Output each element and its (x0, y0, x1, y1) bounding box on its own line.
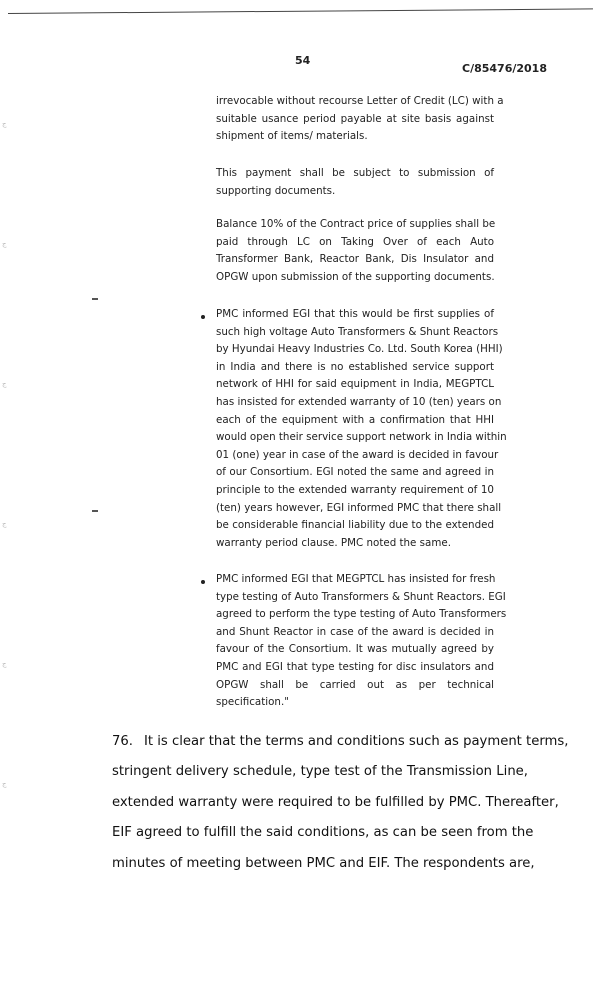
text-line: stringent delivery schedule, type test of the Transmission Line, (112, 764, 528, 780)
margin-scan-mark: ج (2, 380, 7, 388)
text-line: each of the equipment with a confirmation that HHI (216, 413, 494, 426)
text-line: and Shunt Reactor in case of the award is decided in (216, 625, 494, 638)
paragraph-number: 76. (112, 734, 133, 749)
text-line: paid through LC on Taking Over of each Auto (216, 235, 494, 248)
margin-scan-mark: ج (2, 780, 7, 788)
text-line: EIF agreed to fulfill the said conditions, as can be seen from the (112, 825, 534, 841)
scan-mark (92, 510, 98, 512)
text-line: by Hyundai Heavy Industries Co. Ltd. South Korea (HHI) (216, 343, 503, 356)
text-line: be considerable financial liability due to the extended (216, 519, 494, 532)
text-line: such high voltage Auto Transformers & Shunt Reactors (216, 325, 499, 338)
text-line: in India and there is no established service support (216, 360, 494, 373)
text-line: OPGW upon submission of the supporting documents. (216, 270, 495, 283)
case-number: C/85476/2018 (462, 62, 547, 75)
text-line: has insisted for extended warranty of 10 (ten) years on (216, 395, 502, 408)
margin-scan-mark: ج (2, 660, 7, 668)
text-line: specification." (216, 696, 289, 709)
text-line: type testing of Auto Transformers & Shunt Reactors. EGI (216, 590, 506, 603)
text-line: Transformer Bank, Reactor Bank, Dis Insulator and (216, 253, 494, 266)
text-line: PMC informed EGI that MEGPTCL has insisted for fresh (216, 573, 496, 585)
margin-scan-mark: ج (2, 520, 7, 528)
text-line: would open their service support network in India within (216, 431, 507, 444)
top-border-line (8, 8, 593, 14)
margin-scan-mark: ج (2, 240, 7, 248)
text-line: supporting documents. (216, 184, 336, 197)
quote-bullet-type-testing (216, 571, 507, 712)
bullet-icon (201, 315, 205, 319)
text-line: shipment of items/ materials. (216, 130, 368, 143)
text-line: principle to the extended warranty requirement of 10 (216, 483, 494, 496)
text-line: PMC informed EGI that this would be first supplies of (216, 308, 494, 320)
quote-paragraph-supporting-docs (216, 165, 494, 200)
text-line: This payment shall be subject to submission of (216, 167, 494, 179)
quote-paragraph-lc (216, 93, 504, 146)
text-line: of our Consortium. EGI noted the same and agreed in (216, 466, 494, 479)
paragraph-76 (112, 727, 569, 879)
margin-scan-mark: ج (2, 120, 7, 128)
text-line: agreed to perform the type testing of Auto Transformers (216, 608, 507, 621)
quote-paragraph-balance (216, 216, 494, 286)
text-line: 01 (one) year in case of the award is decided in favour (216, 448, 499, 461)
text-line: minutes of meeting between PMC and EIF. The respondents are, (112, 855, 535, 871)
text-line: suitable usance period payable at site basis against (216, 112, 494, 125)
text-segment: It is clear that the terms and conditions such as payment terms, (144, 734, 569, 749)
quote-bullet-warranty (216, 306, 507, 552)
text-line: irrevocable without recourse Letter of Credit (LC) with a (216, 95, 504, 107)
text-line: (ten) years however, EGI informed PMC that there shall (216, 501, 502, 514)
text-line: extended warranty were required to be fulfilled by PMC. Thereafter, (112, 794, 559, 810)
text-line: Balance 10% of the Contract price of supplies shall be (216, 218, 496, 230)
text-line: OPGW shall be carried out as per technical (216, 678, 494, 691)
text-line: network of HHI for said equipment in India, MEGPTCL (216, 378, 494, 391)
page-number: 54 (295, 54, 311, 67)
text-line: warranty period clause. PMC noted the same. (216, 536, 451, 549)
text-line: favour of the Consortium. It was mutually agreed by (216, 643, 494, 656)
text-line: PMC and EGI that type testing for disc insulators and (216, 660, 494, 673)
bullet-icon (201, 580, 205, 584)
scan-mark (92, 298, 98, 300)
text-line (112, 727, 569, 757)
